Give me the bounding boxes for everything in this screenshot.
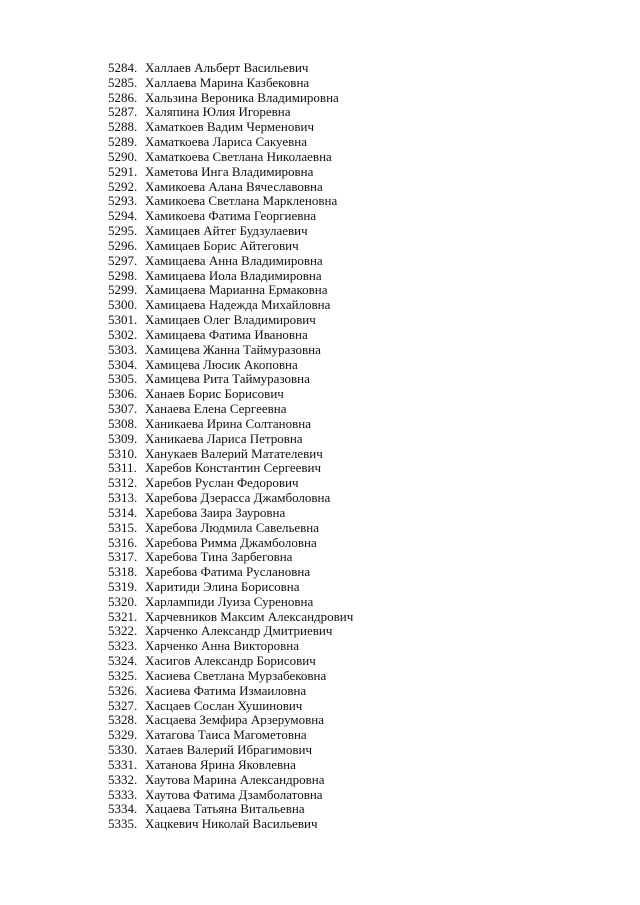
list-item <box>108 91 608 106</box>
list-item <box>108 728 608 743</box>
list-item <box>108 61 608 76</box>
list-item <box>108 298 608 313</box>
list-item <box>108 76 608 91</box>
list-item <box>108 343 608 358</box>
entry-name: Харебова Заира Зауровна <box>145 504 286 520</box>
list-item <box>108 328 608 343</box>
entry-name: Хамицаева Марианна Ермаковна <box>145 282 328 298</box>
entry-name: Халлаева Марина Казбековна <box>145 74 310 90</box>
entry-name: Харебова Дзерасса Джамболовна <box>145 490 331 506</box>
entry-name: Хасцаева Земфира Арзерумовна <box>145 712 325 728</box>
entry-number: 5295. <box>108 223 138 239</box>
entry-number: 5324. <box>108 653 138 669</box>
entry-number: 5327. <box>108 697 138 713</box>
list-item <box>108 773 608 788</box>
list-item <box>108 491 608 506</box>
entry-number: 5334. <box>108 801 138 817</box>
list-item <box>108 239 608 254</box>
entry-name: Хатаев Валерий Ибрагимович <box>145 742 312 758</box>
entry-number: 5331. <box>108 756 138 772</box>
entry-name: Харебова Людмила Савельевна <box>145 519 320 535</box>
entry-name: Хамицаева Фатима Ивановна <box>145 326 308 342</box>
list-item <box>108 639 608 654</box>
entry-name: Хатанова Ярина Яковлевна <box>145 756 296 772</box>
entry-number: 5300. <box>108 297 138 313</box>
entry-name: Халлаев Альберт Васильевич <box>145 60 309 75</box>
entry-name: Хамицева Жанна Таймуразовна <box>145 341 321 357</box>
entry-name: Хамицева Люсик Акоповна <box>145 356 298 372</box>
entry-name: Хаутова Марина Александровна <box>145 771 325 787</box>
entry-name: Хаутова Фатима Дзамболатовна <box>145 786 323 802</box>
list-item <box>108 150 608 165</box>
list-item <box>108 120 608 135</box>
list-item <box>108 506 608 521</box>
entry-number: 5286. <box>108 89 138 105</box>
list-item <box>108 209 608 224</box>
entry-number: 5290. <box>108 148 138 164</box>
entry-name: Хаматкоев Вадим Черменович <box>145 119 314 135</box>
list-item <box>108 743 608 758</box>
entry-number: 5330. <box>108 742 138 758</box>
list-item <box>108 788 608 803</box>
entry-number: 5321. <box>108 608 138 624</box>
entry-number: 5307. <box>108 401 138 417</box>
list-item <box>108 610 608 625</box>
list-item <box>108 224 608 239</box>
list-item <box>108 372 608 387</box>
entry-name: Ханикаева Ирина Солтановна <box>145 415 311 431</box>
entry-number: 5314. <box>108 504 138 520</box>
entry-number: 5323. <box>108 638 138 654</box>
entry-name: Харитиди Элина Борисовна <box>145 578 300 594</box>
entry-number: 5293. <box>108 193 138 209</box>
list-item <box>108 447 608 462</box>
list-item <box>108 624 608 639</box>
list-item <box>108 565 608 580</box>
list-item <box>108 402 608 417</box>
list-item <box>108 699 608 714</box>
entry-name: Харебов Константин Сергеевич <box>145 460 322 476</box>
entry-number: 5328. <box>108 712 138 728</box>
entry-name: Ханаев Борис Борисович <box>145 386 284 402</box>
entry-name: Хацаева Татьяна Витальевна <box>145 801 305 817</box>
entry-number: 5320. <box>108 593 138 609</box>
entry-number: 5332. <box>108 771 138 787</box>
list-item <box>108 358 608 373</box>
entry-number: 5313. <box>108 490 138 506</box>
entry-number: 5312. <box>108 475 138 491</box>
entry-number: 5305. <box>108 371 138 387</box>
list-item <box>108 105 608 120</box>
entry-number: 5326. <box>108 682 138 698</box>
list-item <box>108 313 608 328</box>
list-item <box>108 802 608 817</box>
entry-name: Харлампиди Луиза Суреновна <box>145 593 314 609</box>
entry-name: Хасиева Светлана Мурзабековна <box>145 667 327 683</box>
list-item <box>108 432 608 447</box>
entry-name: Хасцаев Сослан Хушинович <box>145 697 303 713</box>
entry-name: Хамицаева Надежда Михайловна <box>145 297 331 313</box>
entry-number: 5288. <box>108 119 138 135</box>
list-item <box>108 269 608 284</box>
entry-name: Ханикаева Лариса Петровна <box>145 430 303 446</box>
entry-number: 5294. <box>108 208 138 224</box>
entry-name: Хамикоева Светлана Маркленовна <box>145 193 338 209</box>
entry-number: 5335. <box>108 816 138 832</box>
list-item <box>108 135 608 150</box>
list-item <box>108 417 608 432</box>
entry-name: Харебов Руслан Федорович <box>145 475 299 491</box>
entry-number: 5317. <box>108 549 138 565</box>
entry-number: 5322. <box>108 623 138 639</box>
entry-number: 5310. <box>108 445 138 461</box>
entry-number: 5329. <box>108 727 138 743</box>
list-item <box>108 817 608 832</box>
list-item <box>108 580 608 595</box>
entry-name: Харченко Анна Викторовна <box>145 638 299 654</box>
entry-number: 5299. <box>108 282 138 298</box>
entry-number: 5297. <box>108 252 138 268</box>
entry-name: Хамицаев Айтег Будзулаевич <box>145 223 308 239</box>
list-item <box>108 476 608 491</box>
list-item <box>108 713 608 728</box>
list-item <box>108 521 608 536</box>
list-item <box>108 669 608 684</box>
entry-number: 5311. <box>108 460 137 476</box>
entry-name: Харченко Александр Дмитриевич <box>145 623 333 639</box>
entry-number: 5319. <box>108 578 138 594</box>
entry-number: 5325. <box>108 667 138 683</box>
entry-name: Хамицева Рита Таймуразовна <box>145 371 310 387</box>
entry-number: 5285. <box>108 74 138 90</box>
entry-name: Харчевников Максим Александрович <box>145 608 354 624</box>
entry-name: Хаматкоева Лариса Сакуевна <box>145 134 308 150</box>
name-list <box>108 61 608 832</box>
entry-number: 5292. <box>108 178 138 194</box>
list-item <box>108 550 608 565</box>
entry-number: 5318. <box>108 564 138 580</box>
list-item <box>108 180 608 195</box>
entry-number: 5309. <box>108 430 138 446</box>
list-item <box>108 536 608 551</box>
list-item <box>108 654 608 669</box>
list-item <box>108 461 608 476</box>
entry-name: Харебова Тина Зарбеговна <box>145 549 293 565</box>
list-item <box>108 283 608 298</box>
entry-number: 5298. <box>108 267 138 283</box>
entry-number: 5315. <box>108 519 138 535</box>
list-item <box>108 165 608 180</box>
entry-name: Хаматкоева Светлана Николаевна <box>145 148 332 164</box>
list-item <box>108 758 608 773</box>
list-item <box>108 254 608 269</box>
entry-name: Харебова Фатима Руслановна <box>145 564 311 580</box>
entry-name: Ханукаев Валерий Матателевич <box>145 445 323 461</box>
entry-number: 5303. <box>108 341 138 357</box>
entry-number: 5301. <box>108 312 138 328</box>
entry-name: Хальзина Вероника Владимировна <box>145 89 339 105</box>
entry-name: Хацкевич Николай Васильевич <box>145 816 318 832</box>
entry-number: 5306. <box>108 386 138 402</box>
entry-number: 5304. <box>108 356 138 372</box>
list-item <box>108 194 608 209</box>
entry-number: 5289. <box>108 134 138 150</box>
entry-number: 5308. <box>108 415 138 431</box>
list-item <box>108 684 608 699</box>
entry-number: 5333. <box>108 786 138 802</box>
entry-name: Хамицаева Анна Владимировна <box>145 252 323 268</box>
entry-name: Хамицаева Иола Владимировна <box>145 267 322 283</box>
entry-name: Хамицаев Борис Айтегович <box>145 237 299 253</box>
entry-name: Хаметова Инга Владимировна <box>145 163 314 179</box>
entry-number: 5291. <box>108 163 138 179</box>
entry-number: 5287. <box>108 104 138 120</box>
list-item <box>108 387 608 402</box>
entry-name: Халяпина Юлия Игоревна <box>145 104 291 120</box>
list-item <box>108 595 608 610</box>
entry-number: 5284. <box>108 60 138 75</box>
entry-name: Хамикоева Алана Вячеславовна <box>145 178 323 194</box>
entry-name: Хасигов Александр Борисович <box>145 653 316 669</box>
entry-name: Ханаева Елена Сергеевна <box>145 401 287 417</box>
entry-name: Харебова Римма Джамболовна <box>145 534 317 550</box>
entry-name: Хамицаев Олег Владимирович <box>145 312 316 328</box>
entry-number: 5296. <box>108 237 138 253</box>
entry-name: Хамикоева Фатима Георгиевна <box>145 208 317 224</box>
entry-name: Хатагова Таиса Магометовна <box>145 727 307 743</box>
entry-number: 5316. <box>108 534 138 550</box>
entry-number: 5302. <box>108 326 138 342</box>
entry-name: Хасиева Фатима Измаиловна <box>145 682 307 698</box>
